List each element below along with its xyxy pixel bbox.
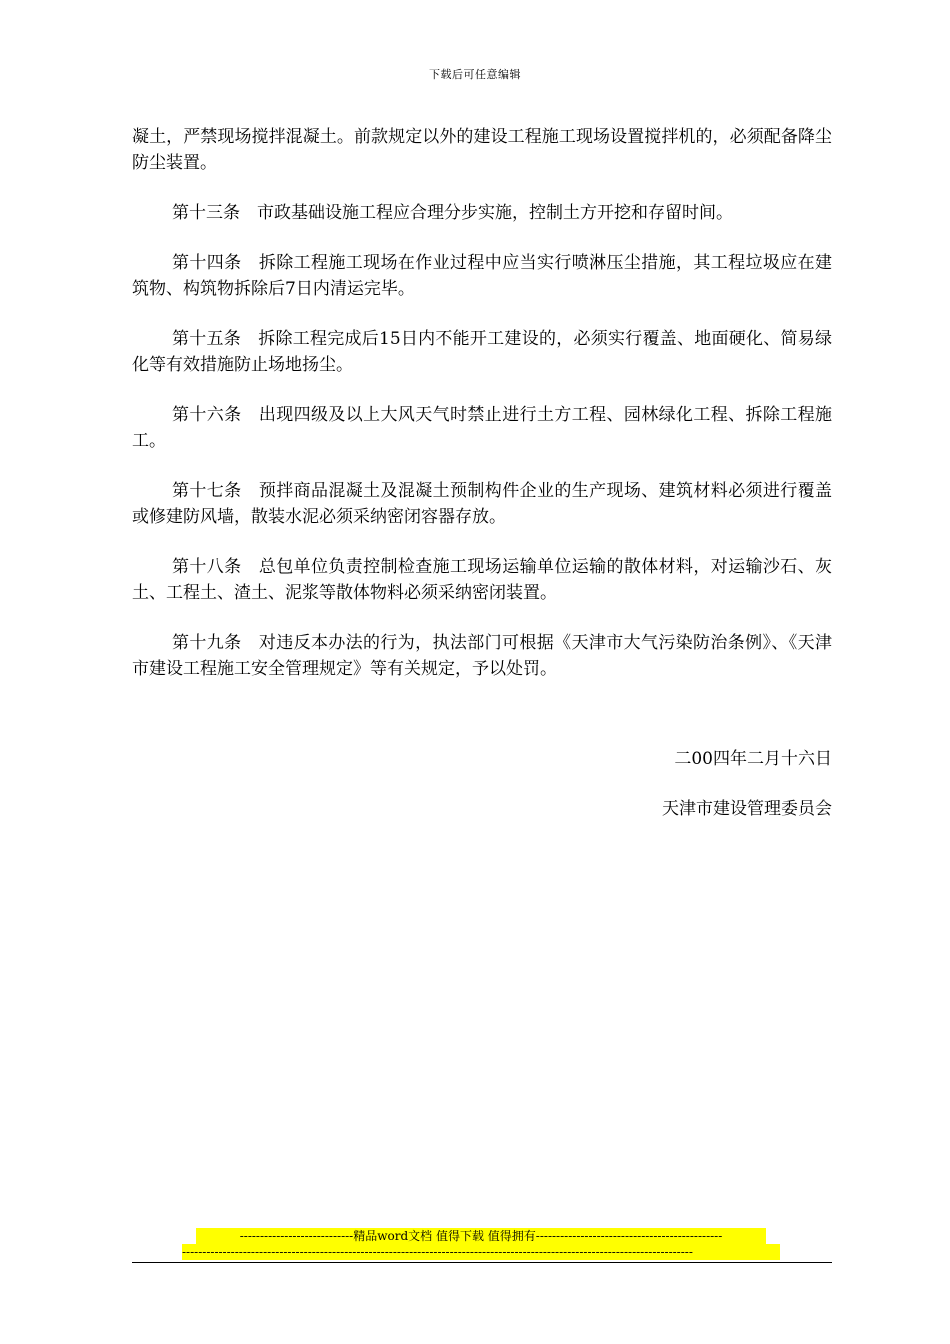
paragraph-continuation: 凝土，严禁现场搅拌混凝土。前款规定以外的建设工程施工现场设置搅拌机的，必须配备降尘防尘装置。 [132, 127, 832, 173]
document-body [132, 124, 832, 706]
article-18: 第十八条 总包单位负责控制检查施工现场运输单位运输的散体材料，对运输沙石、灰土、工程土、渣土、泥浆等散体物料必须采纳密闭装置。 [132, 557, 832, 603]
footer-dash-line: ------------------------------------------------------------------------------------------------------------------------------ [182, 1244, 780, 1260]
article-16: 第十六条 出现四级及以上大风天气时禁止进行土方工程、园林绿化工程、拆除工程施工。 [132, 405, 832, 451]
footer-rule [132, 1262, 832, 1263]
article-13: 第十三条 市政基础设施工程应合理分步实施，控制土方开挖和存留时间。 [172, 203, 733, 223]
article-19: 第十九条 对违反本办法的行为，执法部门可根据《天津市大气污染防治条例》、《天津市建设工程施工安全管理规定》等有关规定，予以处罚。 [132, 633, 832, 679]
signature-block [662, 746, 832, 846]
article-15: 第十五条 拆除工程完成后15日内不能开工建设的，必须实行覆盖、地面硬化、简易绿化等有效措施防止场地扬尘。 [132, 329, 832, 375]
article-14: 第十四条 拆除工程施工现场在作业过程中应当实行喷淋压尘措施，其工程垃圾应在建筑物、构筑物拆除后7日内清运完毕。 [132, 253, 832, 299]
footer-banner-line: ----------------------------精品word文档 值得下载 值得拥有---------------------------------------------- [196, 1228, 766, 1244]
signature-date: 二00四年二月十六日 [674, 749, 832, 769]
article-17: 第十七条 预拌商品混凝土及混凝土预制构件企业的生产现场、建筑材料必须进行覆盖或修建防风墙，散装水泥必须采纳密闭容器存放。 [132, 481, 832, 527]
page-header: 下载后可任意编辑 [429, 68, 521, 81]
signature-issuer: 天津市建设管理委员会 [662, 799, 832, 819]
